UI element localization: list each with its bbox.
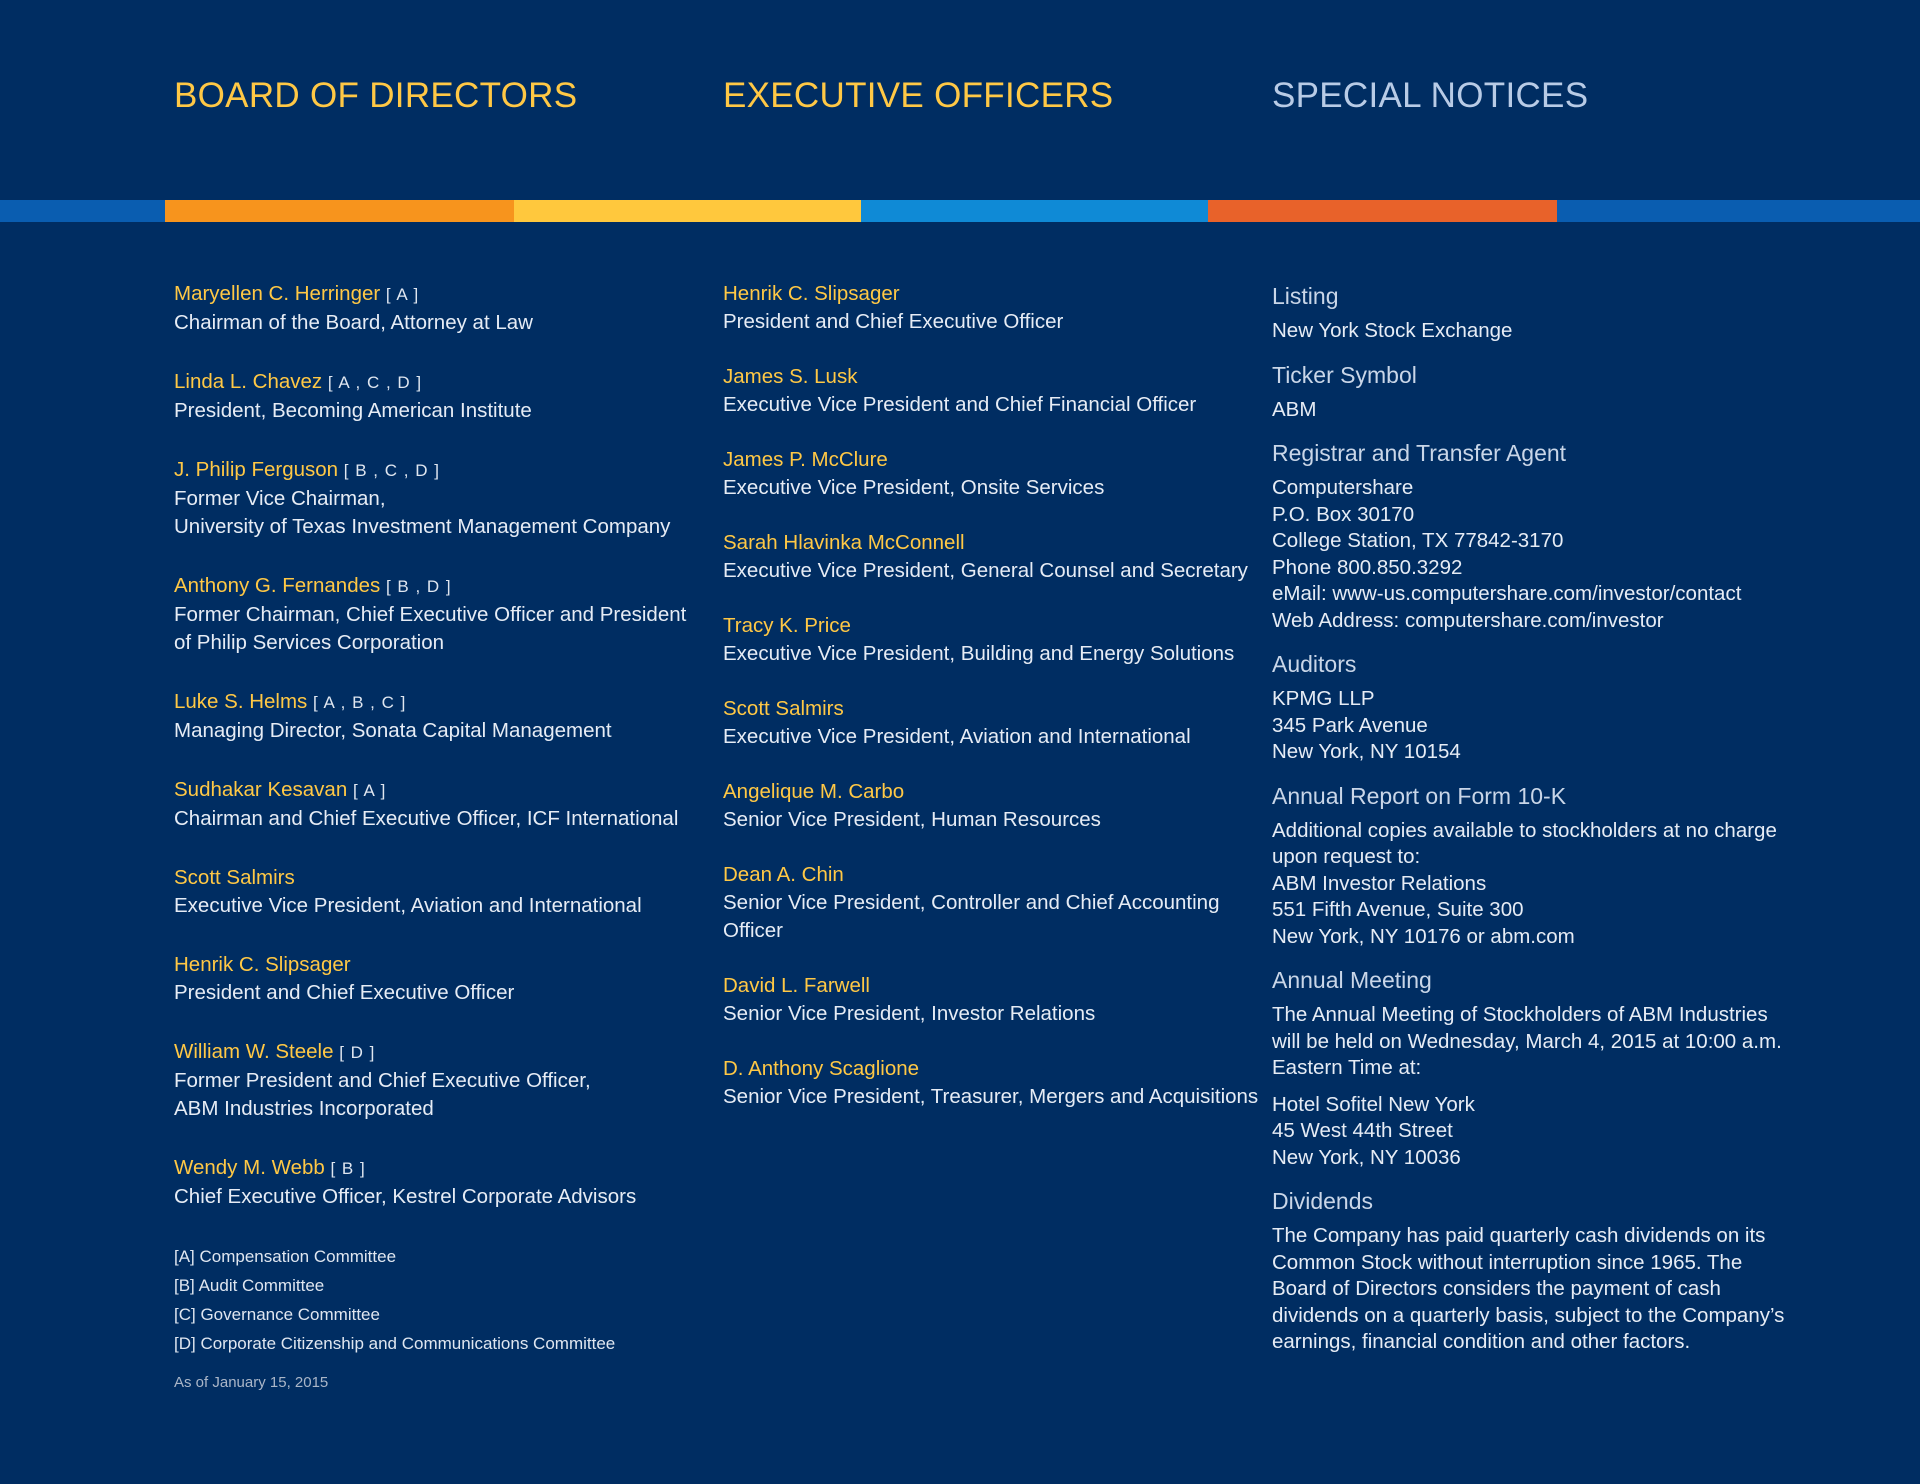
director-role: of Philip Services Corporation: [174, 631, 445, 654]
officer-entry: [723, 1055, 1259, 1111]
officer-name: Scott Salmirs: [723, 697, 844, 720]
director-name: Henrik C. Slipsager: [174, 953, 351, 976]
notice-heading: Auditors: [1272, 651, 1357, 677]
committee-tag: [ B ]: [330, 1159, 366, 1178]
director-entry: [174, 572, 694, 657]
director-name: Maryellen C. Herringer: [174, 282, 381, 305]
notice-line: Hotel Sofitel New York: [1272, 1092, 1475, 1116]
notice-heading: Listing: [1272, 283, 1339, 309]
director-role: Chairman and Chief Executive Officer, ICF International: [174, 807, 679, 830]
legend-item: [A] Compensation Committee: [174, 1247, 397, 1266]
officer-name: Henrik C. Slipsager: [723, 282, 900, 305]
notice-line: upon request to:: [1272, 845, 1421, 868]
notice-line: 551 Fifth Avenue, Suite 300: [1272, 898, 1524, 921]
director-name-line: [174, 456, 694, 485]
director-role: Managing Director, Sonata Capital Management: [174, 719, 612, 742]
committee-tag: [ B , D ]: [385, 577, 452, 596]
director-name-line: [174, 280, 694, 309]
director-name-line: [174, 1038, 694, 1067]
notice-line: earnings, financial condition and other factors.: [1272, 1330, 1691, 1353]
executive-officers-heading: EXECUTIVE OFFICERS: [723, 76, 1114, 115]
officer-name: David L. Farwell: [723, 974, 870, 997]
directors-list: [174, 280, 694, 1397]
notice-heading: Annual Meeting: [1272, 967, 1432, 993]
notice-heading: Dividends: [1272, 1188, 1373, 1214]
special-notices-list: [1272, 280, 1792, 1370]
director-role: Executive Vice President, Aviation and International: [174, 894, 642, 917]
director-entry: [174, 776, 694, 833]
notice-line: College Station, TX 77842-3170: [1272, 529, 1564, 552]
officer-role: Executive Vice President, General Counsel and Secretary: [723, 559, 1248, 582]
notice-line: Computershare: [1272, 476, 1414, 499]
notice-line: The Company has paid quarterly cash dividends on its: [1272, 1224, 1766, 1247]
officer-role: Executive Vice President and Chief Financial Officer: [723, 393, 1197, 416]
officer-entry: [723, 972, 1243, 1028]
officer-name: Dean A. Chin: [723, 863, 844, 886]
notice-line: The Annual Meeting of Stockholders of ABM Industries: [1272, 1003, 1768, 1026]
officer-role: Senior Vice President, Controller and Chief Accounting: [723, 891, 1220, 914]
director-role: Former Vice Chairman,: [174, 487, 386, 510]
director-role: Former President and Chief Executive Officer,: [174, 1069, 591, 1092]
director-name-line: [174, 572, 694, 601]
stripe-segment-red-orange: [1208, 200, 1557, 222]
notice-line: New York Stock Exchange: [1272, 319, 1513, 342]
notice-line: P.O. Box 30170: [1272, 502, 1415, 526]
notice-heading: Ticker Symbol: [1272, 361, 1417, 388]
notice-line: Phone 800.850.3292: [1272, 555, 1463, 579]
director-name-line: [174, 1154, 694, 1183]
committee-tag: [ A ]: [352, 781, 387, 800]
as-of-date: As of January 15, 2015: [174, 1374, 329, 1391]
director-entry: [174, 1038, 694, 1123]
stripe-segment-yellow: [514, 200, 861, 222]
stripe-segment-orange: [165, 200, 514, 222]
officer-entry: [723, 778, 1243, 834]
notice-line: Eastern Time at:: [1272, 1056, 1422, 1079]
officer-role: Senior Vice President, Treasurer, Mergers and Acquisitions: [723, 1085, 1259, 1108]
notice-line: will be held on Wednesday, March 4, 2015 at 10:00 a.m.: [1272, 1029, 1782, 1053]
officer-entry: [723, 861, 1243, 945]
notice-line: New York, NY 10036: [1272, 1145, 1461, 1169]
notice-heading: Annual Report on Form 10-K: [1272, 782, 1567, 809]
officer-role: Executive Vice President, Building and Energy Solutions: [723, 642, 1235, 665]
legend-item: [D] Corporate Citizenship and Communications Committee: [174, 1334, 616, 1353]
officer-entry: [723, 612, 1243, 668]
director-name: Linda L. Chavez: [174, 370, 323, 393]
director-name-line: [174, 951, 694, 979]
notice-block: [1272, 780, 1792, 951]
notice-line: 45 West 44th Street: [1272, 1119, 1453, 1142]
director-entry: [174, 456, 694, 541]
director-name: Wendy M. Webb: [174, 1156, 325, 1179]
stripe-segment-light-blue: [861, 200, 1208, 222]
director-entry: [174, 368, 694, 425]
committee-tag: [ B , C , D ]: [343, 461, 440, 480]
director-entry: [174, 864, 694, 920]
special-notices-heading: SPECIAL NOTICES: [1272, 76, 1589, 115]
color-stripe: [0, 200, 1920, 222]
officer-role: Officer: [723, 919, 783, 942]
committee-legend: [174, 1242, 694, 1358]
officer-role: Executive Vice President, Aviation and International: [723, 725, 1191, 748]
committee-tag: [ A , B , C ]: [313, 693, 407, 712]
officer-entry: [723, 695, 1243, 751]
notice-line: Common Stock without interruption since 1965. The: [1272, 1250, 1743, 1274]
committee-tag: [ A , C , D ]: [327, 373, 423, 392]
notice-block: [1272, 437, 1792, 634]
notice-line: Additional copies available to stockholders at no charge: [1272, 818, 1777, 842]
director-entry: [174, 688, 694, 745]
director-entry: [174, 951, 694, 1007]
officer-role: President and Chief Executive Officer: [723, 310, 1064, 333]
director-role: Former Chairman, Chief Executive Officer and President: [174, 603, 687, 626]
notice-line: KPMG LLP: [1272, 687, 1375, 710]
legend-item: [B] Audit Committee: [174, 1276, 325, 1295]
director-name: Anthony G. Fernandes: [174, 574, 381, 597]
officer-entry: [723, 446, 1243, 502]
director-name-line: [174, 864, 694, 892]
legend-item: [C] Governance Committee: [174, 1305, 380, 1324]
director-role: University of Texas Investment Management Company: [174, 515, 671, 538]
officer-name: James S. Lusk: [723, 365, 858, 388]
director-name-line: [174, 776, 694, 805]
notice-block: [1272, 280, 1792, 345]
committee-tag: [ D ]: [339, 1043, 376, 1062]
director-role: ABM Industries Incorporated: [174, 1097, 434, 1120]
notice-line: New York, NY 10154: [1272, 740, 1461, 763]
notice-line: dividends on a quarterly basis, subject to the Company’s: [1272, 1303, 1785, 1327]
director-name: Scott Salmirs: [174, 866, 295, 889]
director-role: President and Chief Executive Officer: [174, 981, 515, 1004]
director-name: William W. Steele: [174, 1040, 334, 1063]
notice-line: ABM Investor Relations: [1272, 871, 1487, 895]
officer-name: D. Anthony Scaglione: [723, 1057, 920, 1080]
notice-line: 345 Park Avenue: [1272, 713, 1428, 737]
notice-block: [1272, 359, 1792, 424]
notice-line: Board of Directors considers the payment of cash: [1272, 1277, 1721, 1300]
director-name: J. Philip Ferguson: [174, 458, 339, 481]
notice-line: eMail: www-us.computershare.com/investor/contact: [1272, 582, 1742, 605]
notice-line: Web Address: computershare.com/investor: [1272, 608, 1664, 632]
director-entry: [174, 280, 694, 337]
notice-line: New York, NY 10176 or abm.com: [1272, 924, 1575, 948]
officer-role: Senior Vice President, Human Resources: [723, 808, 1101, 831]
director-entry: [174, 1154, 694, 1211]
officer-name: Tracy K. Price: [723, 614, 851, 637]
officer-name: Sarah Hlavinka McConnell: [723, 531, 965, 554]
officer-entry: [723, 363, 1243, 419]
director-role: President, Becoming American Institute: [174, 399, 532, 422]
board-of-directors-heading: BOARD OF DIRECTORS: [174, 76, 578, 115]
notice-gap: [1272, 1082, 1792, 1092]
officer-role: Executive Vice President, Onsite Services: [723, 476, 1105, 499]
director-role: Chief Executive Officer, Kestrel Corporate Advisors: [174, 1185, 637, 1208]
committee-tag: [ A ]: [385, 285, 420, 304]
officer-entry: [723, 529, 1248, 585]
notice-heading: Registrar and Transfer Agent: [1272, 440, 1567, 466]
notice-block: [1272, 648, 1792, 766]
officers-list: [723, 280, 1259, 1138]
officer-name: Angelique M. Carbo: [723, 780, 905, 803]
notice-block: [1272, 964, 1792, 1171]
officer-role: Senior Vice President, Investor Relations: [723, 1002, 1096, 1025]
officer-name: James P. McClure: [723, 448, 888, 471]
officer-entry: [723, 280, 1243, 336]
director-name: Luke S. Helms: [174, 690, 308, 713]
director-name-line: [174, 688, 694, 717]
notice-block: [1272, 1185, 1792, 1356]
stripe-segment-right-blue: [1557, 200, 1920, 222]
stripe-segment-left-blue: [0, 200, 165, 222]
notice-line: ABM: [1272, 397, 1317, 421]
director-role: Chairman of the Board, Attorney at Law: [174, 311, 533, 334]
director-name: Sudhakar Kesavan: [174, 778, 348, 801]
director-name-line: [174, 368, 694, 397]
